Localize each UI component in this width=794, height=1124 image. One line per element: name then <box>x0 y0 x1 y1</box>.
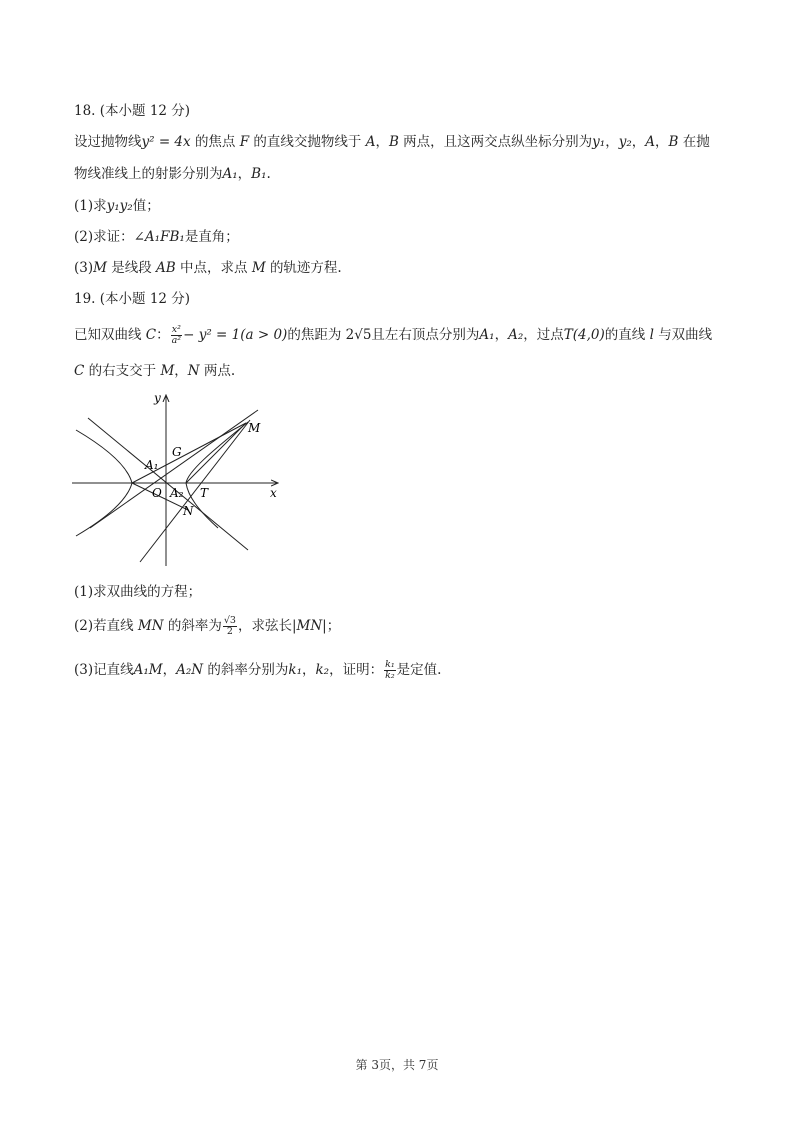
y2: y₂ <box>618 134 632 150</box>
text: 是线段 <box>111 260 152 276</box>
q19-stem-line2 <box>74 361 235 381</box>
denominator: k₂ <box>385 670 395 681</box>
q18-part2 <box>74 227 239 247</box>
text: (3)记直线 <box>74 662 134 678</box>
equation-rest: − y² = 1(a > 0) <box>183 327 288 343</box>
point-F: F <box>239 134 250 150</box>
curve-C: C <box>74 363 85 379</box>
text: 的焦距为 <box>287 327 342 343</box>
label-y: y <box>154 391 161 405</box>
text: 已知双曲线 <box>74 327 142 343</box>
text: 设过抛物线 <box>74 134 142 150</box>
point-A: A <box>645 134 656 150</box>
label-T: T <box>200 486 209 500</box>
fraction-x2-a2 <box>171 325 182 346</box>
q19-part3 <box>74 660 441 681</box>
q19-part2 <box>74 616 340 637</box>
q18-part3 <box>74 258 342 278</box>
text: 在抛 <box>682 134 710 150</box>
line-A2N: A₂N <box>176 662 204 678</box>
line-MN: MN <box>137 618 164 634</box>
text: ， <box>174 363 188 379</box>
text: ，证明： <box>329 662 384 678</box>
text: ， <box>631 134 646 150</box>
page-footer: 第 3页，共 7页 <box>355 1058 439 1072</box>
label-O: O <box>152 486 162 500</box>
text: ，过点 <box>523 327 564 343</box>
text: ， <box>237 166 252 182</box>
line-A1M: A₁M <box>133 662 163 678</box>
q19-part1: (1)求双曲线的方程； <box>74 584 202 600</box>
text: 物线准线上的射影分别为 <box>74 166 223 182</box>
label-G: G <box>172 445 182 459</box>
segment-A2M <box>186 423 246 483</box>
text: 是直角； <box>184 229 239 245</box>
numerator: x² <box>171 324 181 335</box>
q18-part1 <box>74 196 160 216</box>
A1: A₁ <box>222 166 238 182</box>
text: . <box>266 166 271 182</box>
label-M: M <box>248 421 261 435</box>
segment-A1M <box>132 423 246 483</box>
text: ， <box>301 662 316 678</box>
text: (3) <box>74 260 94 276</box>
label-A2: A₂ <box>170 486 184 500</box>
text: 的斜率为 <box>167 618 222 634</box>
text: ； <box>326 618 341 634</box>
focal-length: 2√5 <box>345 327 372 343</box>
hyperbola-figure <box>70 390 290 568</box>
A2: A₂ <box>508 327 524 343</box>
text: ，求弦长 <box>237 618 292 634</box>
text: 且左右顶点分别为 <box>371 327 480 343</box>
A1: A₁ <box>479 327 495 343</box>
text: (2)若直线 <box>74 618 134 634</box>
parabola-equation: y² = 4x <box>141 134 191 150</box>
asymptote-1 <box>90 410 258 528</box>
text: 与双曲线 <box>658 327 713 343</box>
text: ， <box>494 327 509 343</box>
point-B: B <box>388 134 399 150</box>
text: 的焦点 <box>194 134 236 150</box>
line-l: l <box>649 327 654 343</box>
text: ， <box>162 662 177 678</box>
q19-stem-line1 <box>74 325 712 346</box>
asymptote-2 <box>88 418 248 550</box>
text: 两点，且这两交点纵坐标分别为 <box>403 134 593 150</box>
point-M: M <box>93 260 107 276</box>
B1: B₁ <box>251 166 267 182</box>
text: (1)求 <box>74 198 107 214</box>
text: 的斜率分别为 <box>207 662 289 678</box>
segment-AB: AB <box>156 260 176 276</box>
denominator: a² <box>171 335 182 346</box>
text: ， <box>375 134 389 150</box>
point-B: B <box>668 134 679 150</box>
fraction-sqrt3-2 <box>223 616 237 637</box>
expr: ∠A₁FB₁ <box>133 229 185 245</box>
point-N: N <box>187 363 200 379</box>
denominator: 2 <box>226 626 233 637</box>
fraction-k1-k2 <box>384 660 396 681</box>
label-x: x <box>270 486 277 500</box>
point-T: T(4,0) <box>563 327 605 343</box>
chord-length: |MN| <box>291 618 327 634</box>
y1: y₁ <box>592 134 606 150</box>
numerator: √3 <box>223 615 236 626</box>
text: 的轨迹方程. <box>269 260 342 276</box>
text: 的右支交于 <box>88 363 157 379</box>
text: (2)求证： <box>74 229 134 245</box>
q18-stem-line2 <box>74 164 271 184</box>
point-M: M <box>160 363 175 379</box>
q19-header: 19. (本小题 12 分) <box>74 291 191 307</box>
label-A1: A₁ <box>145 458 159 472</box>
text: ， <box>605 134 619 150</box>
text: 值； <box>132 198 160 214</box>
k1: k₁ <box>288 662 302 678</box>
text: 的直线交抛物线于 <box>253 134 362 150</box>
point-M: M <box>251 260 266 276</box>
text: 两点. <box>203 363 236 379</box>
point-A: A <box>365 134 376 150</box>
numerator: k₁ <box>385 659 395 670</box>
text: 中点，求点 <box>180 260 248 276</box>
text: 的直线 <box>604 327 646 343</box>
label-N: N <box>183 504 194 518</box>
k2: k₂ <box>315 662 330 678</box>
curve-C: C <box>145 327 157 343</box>
expr: y₁y₂ <box>106 198 133 214</box>
text: ： <box>156 327 170 343</box>
q18-header: 18. (本小题 12 分) <box>74 103 191 119</box>
text: ， <box>655 134 669 150</box>
text: 是定值. <box>396 662 442 678</box>
q18-stem-line1 <box>74 132 710 152</box>
